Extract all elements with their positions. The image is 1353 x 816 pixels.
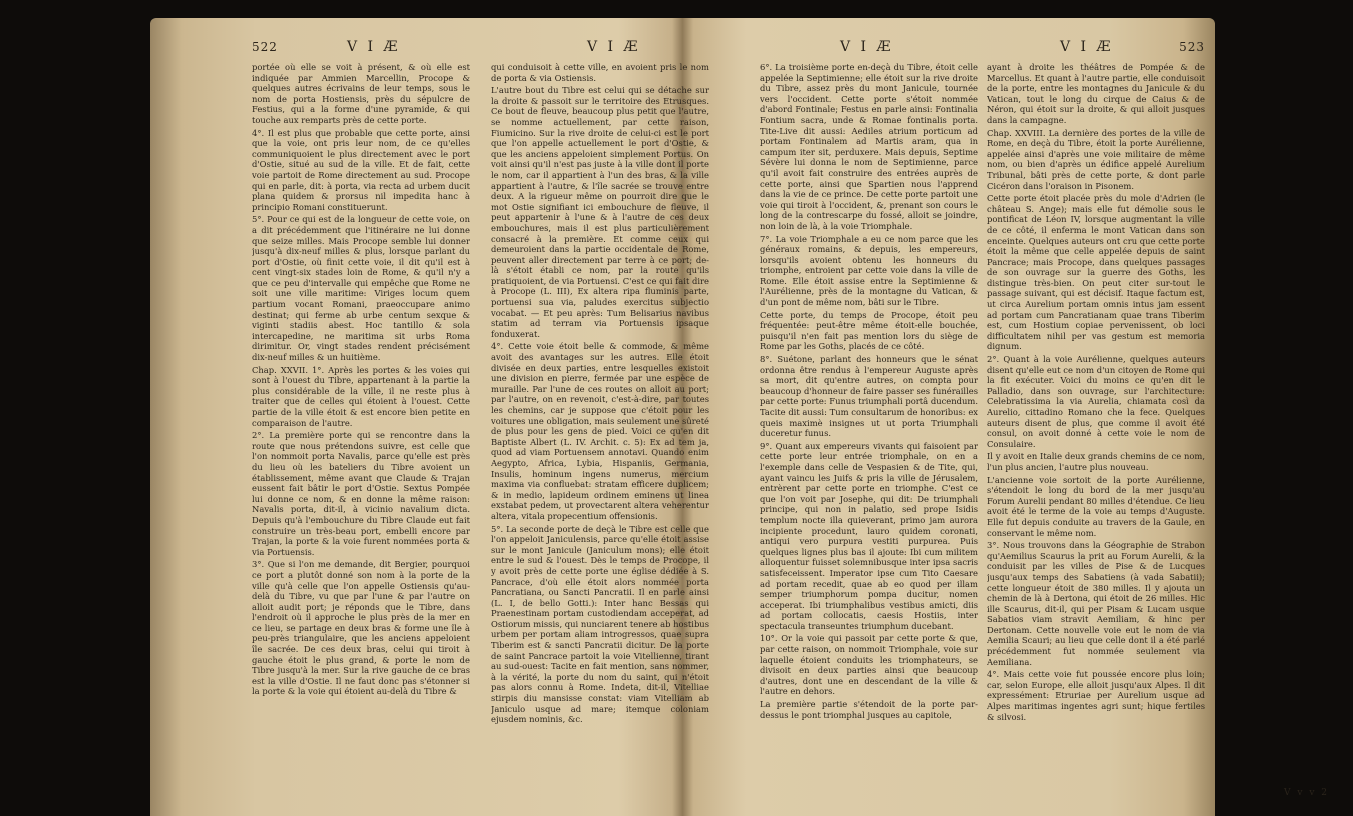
right-page: [760, 40, 1205, 724]
signature-mark: V v v 2: [1284, 788, 1329, 798]
right-column-2: [987, 62, 1205, 724]
paragraph: L'ancienne voie sortoit de la porte Aurélienne, s'étendoit le long du bord de la mer jusqu'au Forum Aurelii pendant 80 milles d'étendue. Ce lieu avoit été le terme de la voie au temps d'Auguste. Elle fut depuis conduite au travers de la Gaule, en conservant le même nom.: [987, 474, 1205, 538]
paragraph: Chap. XXVIII. La dernière des portes de la ville de Rome, en deçà du Tibre, étoit la porte Aurélienne, appelée ainsi d'après une voie militaire de même nom, ou bien d'après un édifice appelé Aurelium Tribunal, bâti près de cette porte, & dont parle Cicéron dans l'oraison in Pisonem.: [987, 127, 1205, 191]
right-columns: [760, 62, 1205, 724]
paragraph: 3°. Nous trouvons dans la Géographie de Strabon qu'Aemilius Scaurus la prit au Forum Aurelii, & la conduisit par les villes de Pise & de Lucques jusqu'aux temps des Sabatiens (à vada Sabatii); cette longueur étoit de 380 milles. Il y ajouta un chemin de là à Dertona, qui étoit de 26 milles. Hic ille Scaurus, dit-il, qui per Pisam & Lucam usque Sabatios viam stravit Aemiliam, & hinc per Dertonam. Cette nouvelle voie eut le nom de via Aemilia Scauri; au lieu que celle dont il a été parlé précédemment fut nommée seulement via Aemiliana.: [987, 540, 1205, 667]
paragraph: Chap. XXVII. 1°. Après les portes & les voies qui sont à l'ouest du Tibre, appartenant à la partie la plus considérable de la ville, il ne reste plus à traiter que de celles qui étoient à l'ouest. Cette partie de la ville étoit & est encore bien petite en comparaison de l'autre.: [252, 364, 470, 428]
left-running-title: V I Æ: [347, 39, 401, 55]
left-page-number: 522: [252, 40, 278, 54]
paragraph: 6°. La troisième porte en-deçà du Tibre, étoit celle appelée la Septimienne; elle étoit sur la rive droite du Tibre, assez près du mont Janicule, tournée vers l'occident. Cette porte s'étoit nommée d'abord Fontinale; Festus en parle ainsi: Fontinalia Fontium sacra, unde & Romae fontinalis porta. Tite-Live dit aussi: Aediles atrium porticum ad portam Fontinalem ad Martis aram, qua in campum iter sit, perduxere. Mais depuis, Septime Sévère lui donna le nom de Septimienne, parce qu'il avoit fait construire des entrées auprès de cette porte, ainsi que Spartien nous l'apprend dans la vie de ce prince. De cette porte partoit une voie qui tiroit à l'occident, &, prenant son cours le long de la contrescarpe du fossé, alloit se joindre, non loin de là, à la voie Triomphale.: [760, 62, 978, 231]
paragraph: Cette porte, du temps de Procope, étoit peu fréquentée: peut-être même étoit-elle bouchée, puisqu'il n'en fait pas mention lors du siège de Rome par les Goths, placés de ce côté.: [760, 309, 978, 352]
right-page-number: 523: [1179, 40, 1205, 54]
paragraph: 2°. La première porte qui se rencontre dans la route que nous prétendons suivre, est celle que l'on nommoit porta Navalis, parce qu'elle est près du lieu où les bateliers du Tibre avoient un établissement, même avant que Claude & Trajan eussent fait bâtir le port d'Ostie. Sextus Pompée lui donne ce nom, & en donne la même raison: Navalis porta, dit-il, à vicinio navalium dicta. Depuis qu'à l'embouchure du Tibre Claude eut fait construire un très-beau port, embelli encore par Trajan, la porte & la voie furent nommées porta & via Portuensis.: [252, 430, 470, 557]
paragraph: Cette porte étoit placée près du mole d'Adrien (le château S. Ange); mais elle fut démolie sous le pontificat de Léon IV, lorsque augmentant la ville de ce côté, il enferma le mont Vatican dans son enceinte. Quelques auteurs ont cru que cette porte étoit la même que celle appelée depuis de saint Pancrace; mais Procope, dans quelques passages de son ouvrage sur la guerre des Goths, les distingue très-bien. On peut citer sur-tout le passage suivant, qui est décisif. Itaque factum est, ut circa Aurelium portam omnis intus jam essent ad portam cum Pancratianam quae trans Tiberim est, cum Hostium copiae pervenissent, ob loci difficultatem nihil per vas gestum est memoria dignum.: [987, 193, 1205, 352]
paragraph: 5°. La seconde porte de deçà le Tibre est celle que l'on appeloit Janiculensis, parce qu'elle étoit assise sur le mont Janicule (Janiculum mons); elle étoit entre le sud & l'ouest. Dès le temps de Procope, il y avoit près de cette porte une église dédiée à S. Pancrace, d'où elle étoit alors nommée porta Pancratiana, ou Sancti Pancratii. Il en parle ainsi (L. I, de bello Gotti.): Inter hanc Bessas qui Praenestinam portam custodiendam acceperat, ad Ostiorum missis, qui nunciarent tenere ab hostibus urbem per portam aliam introgressos, quae supra Tiberim est & sancti Pancratii dicitur. De la porte de saint Pancrace partoit la voie Vitellienne, tirant au sud-ouest: Tacite en fait mention, sans nommer, à la vérité, la porte du nom du saint, qui n'étoit pas alors connu à Rome. Indeta, dit-il, Vitelliae stirpis diu mansisse constat: viam Vitelliam ab Janiculo usque ad mare; itemque coloniam ejusdem nominis, &c.: [491, 523, 709, 725]
paragraph: ayant à droite les théâtres de Pompée & de Marcellus. Et quant à l'autre partie, elle conduisoit de la porte, entre les montagnes du Janicule & du Vatican, tout le long du cirque de Caius & de Néron, qui étoit sur la droite, & qui alloit jusques dans la campagne.: [987, 62, 1205, 125]
paragraph: 10°. Or la voie qui passoit par cette porte & que, par cette raison, on nommoit Triomphale, voie sur laquelle étoient conduits les triomphateurs, se divisoit en deux parties ainsi que beaucoup d'autres, dont une en descendant de la ville & l'autre en dehors.: [760, 633, 978, 697]
paragraph: L'autre bout du Tibre est celui qui se détache sur la droite & passoit sur le territoire des Etrusques. Ce bout de fleuve, beaucoup plus petit que l'autre, se nomme actuellement, par cette raison, Fiumicino. Sur la rive droite de celui-ci est le port que l'on appelle actuellement le port d'Ostie, & que les anciens appeloient simplement Portus. On voit ainsi qu'il n'est pas juste à la ville dont il porte le nom, car il appartient à l'un des bras, & la ville appartient à l'autre, & l'île sacrée se trouve entre deux. A la rigueur même on pourroit dire que le mot Ostie signifiant ici embouchure de fleuve, il peut appartenir à l'une & à l'autre de ces deux embouchures, mais il est plus particulièrement consacré à la première. Et comme ceux qui demeuroient dans la partie occidentale de Rome, peuvent aller directement par terre à ce port; de-là s'étoit établi ce nom, par la route qu'ils pratiquoient, de via Portuensi. C'est ce qui fait dire à Procope (L. III), Ex altera ripa fluminis parte, portuensi sua via, paludes exercitus subjectio vocabat. — Et peu après: Tum Belisarius navibus statim ad terram via Portuensis ipsaque fonduxerat.: [491, 85, 709, 339]
paragraph: Il y avoit en Italie deux grands chemins de ce nom, l'un plus ancien, l'autre plus nouveau.: [987, 451, 1205, 472]
right-running-title: V I Æ: [840, 39, 894, 55]
paragraph: 5°. Pour ce qui est de la longueur de cette voie, on a dit précédemment que l'itinéraire ne lui donne que seize milles. Mais Procope semble lui donner jusqu'à dix-neuf milles & plus, lorsque parlant du port d'Ostie, où finit cette voie, il dit qu'il est à cent vingt-six stades loin de Rome, & qu'il n'y a que ce peu d'intervalle qui empêche que Rome ne soit une ville maritime: Viriges locum quem partium vocant Romani, praeoccupare animo destinat; qui ferme ab urbe centum sexque & viginti stadiis abest. Hoc tantillo & sola intercapedine, ne maritima sit urbs Roma dirimitur. Or, vingt stades rendent précisément dix-neuf milles & un huitième.: [252, 214, 470, 363]
paragraph: qui conduisoit à cette ville, en avoient pris le nom de porta & via Ostiensis.: [491, 62, 709, 83]
left-running-title-2: V I Æ: [587, 39, 641, 55]
left-page-header: [252, 40, 709, 62]
paragraph: 3°. Que si l'on me demande, dit Bergier, pourquoi ce port a plutôt donné son nom à la porte de la ville qu'à celle que l'on appelle Ostiensis qu'au-delà du Tibre, vu que par l'une & par l'autre on alloit audit port; je réponds que le Tibre, dans l'endroit où il approche le plus près de la mer en ce lieu, se partage en deux bras & forme une île à peu-près triangulaire, que les anciens appeloient île sacrée. De ces deux bras, celui qui tiroit à gauche étoit le plus grand, & porte le nom de Tibre jusqu'à la mer. Sur la rive gauche de ce bras est la ville d'Ostie. Il ne faut donc pas s'étonner si la porte & la voie qui étoient au-delà du Tibre &: [252, 559, 470, 697]
left-column-1: [252, 62, 470, 727]
paragraph: 8°. Suétone, parlant des honneurs que le sénat ordonna être rendus à l'empereur Auguste après sa mort, dit qu'entre autres, on compta pour beaucoup d'honneur de faire passer ses funérailles par cette porte: Funus triumphali portâ ducendum. Tacite dit aussi: Tum consultarum de honoribus: ex queis maximè insignes ut ut porta Triumphali duceretur funus.: [760, 354, 978, 439]
left-column-2: [491, 62, 709, 727]
paragraph: La première partie s'étendoit de la porte par-dessus le pont triomphal jusques au capitole,: [760, 699, 978, 720]
paragraph: 4°. Il est plus que probable que cette porte, ainsi que la voie, ont pris leur nom, de ce qu'elles communiquoient le plus directement avec le port d'Ostie, situé au sud de la ville. Et de fait, cette voie partoit de Rome directement au sud. Procope qui en parle, dit: à porta, via recta ad urbem ducit plana quidem & prorsus nil impedita hanc à principio Romani constituerunt.: [252, 127, 470, 212]
paragraph: 9°. Quant aux empereurs vivants qui faisoient par cette porte leur entrée triomphale, on en a l'exemple dans celle de Vespasien & de Tite, qui, ayant vaincu les Juifs & pris la ville de Jérusalem, entrèrent par cette porte en triomphe. C'est ce que l'on voit par Josephe, qui dit: De triumphali principe, qui non in palatio, sed prope Isidis templum nocte illa quieverant, primo jam aurora incipiente procedunt, lauro quidem coronati, antiqui vero purpura vestiti purpurea. Puis quelques lignes plus bas il ajoute: Ibi cum militem alloquentur fuisset solemnibusque inter ipsa sacris satisfeceissent. Imperator ipse cum Tito Caesare ad portam recedit, quae ab eo quod per illam semper triumphorum pompa ducitur, nomen acceperat. Ibi triumphalibus vestibus amicti, diis ad portam collocatis, caesis Hostiis, inter spectacula transeuntes triumphum ducebant.: [760, 440, 978, 631]
left-columns: [252, 62, 709, 727]
paragraph: 7°. La voie Triomphale a eu ce nom parce que les généraux romains, & depuis, les empereurs, lorsqu'ils avoient obtenu les honneurs du triomphe, entroient par cette voie dans la ville de Rome. Elle étoit assise entre la Septimienne & l'Aurélienne, près de la montagne du Vatican, & d'un pont de même nom, bâti sur le Tibre.: [760, 233, 978, 308]
left-page: [252, 40, 709, 727]
paragraph: 4°. Mais cette voie fut poussée encore plus loin; car, selon Europe, elle alloit jusqu'aux Alpes. Il dit expressément: Etruriae per Aurelium usque ad Alpes maritimas ingentes agri sunt; hique fertiles & silvosi.: [987, 669, 1205, 722]
paragraph: 4°. Cette voie étoit belle & commode, & même avoit des avantages sur les autres. Elle étoit divisée en deux parties, entre lesquelles existoit une division en pierre, fermée par une espèce de muraille. Par l'une de ces routes on alloit au port; par l'autre, on en revenoit, c'est-à-dire, par toutes les chemins, car je suppose que c'étoit pour les voitures une obligation, mais seulement une sûreté de plus pour les gens de pied. Voici ce qu'en dit Baptiste Albert (L. IV. Archit. c. 5): Ex ad tem ja, quod ad viam Portuensem annotavi. Quando enim Aegypto, Africa, Lybia, Hispaniis, Germania, Insulis, hominum ingens numerus, mercium maxima via confluebat: stratam efficere duplicem; & in medio, lapideum ordinem eminens ut linea exstabat pedem, ut provectarent altera veherentur altera, vitala propecentium offensionis.: [491, 341, 709, 521]
paragraph: 2°. Quant à la voie Aurélienne, quelques auteurs disent qu'elle eut ce nom d'un citoyen de Rome qui la fit exécuter. Voici du moins ce qu'en dit le Palladio, dans son ouvrage, sur l'architecture: Celebratissima la via Aurelia, chiamata così da Aurelio, cittadino Romano che la fece. Quelques auteurs disent de plus, que comme il avoit été consul, on avoit donné à cette voie le nom de Consulaire.: [987, 354, 1205, 449]
right-page-header: [760, 40, 1205, 62]
paragraph: portée où elle se voit à présent, & où elle est indiquée par Ammien Marcellin, Procope & quelques autres écrivains de leur temps, sous le nom de porta Hostiensis, près du sépulcre de Festius, qui a la forme d'une pyramide, & qui touche aux remparts près de cette porte.: [252, 62, 470, 125]
right-running-title-2: V I Æ: [1060, 39, 1114, 55]
right-column-1: [760, 62, 978, 724]
